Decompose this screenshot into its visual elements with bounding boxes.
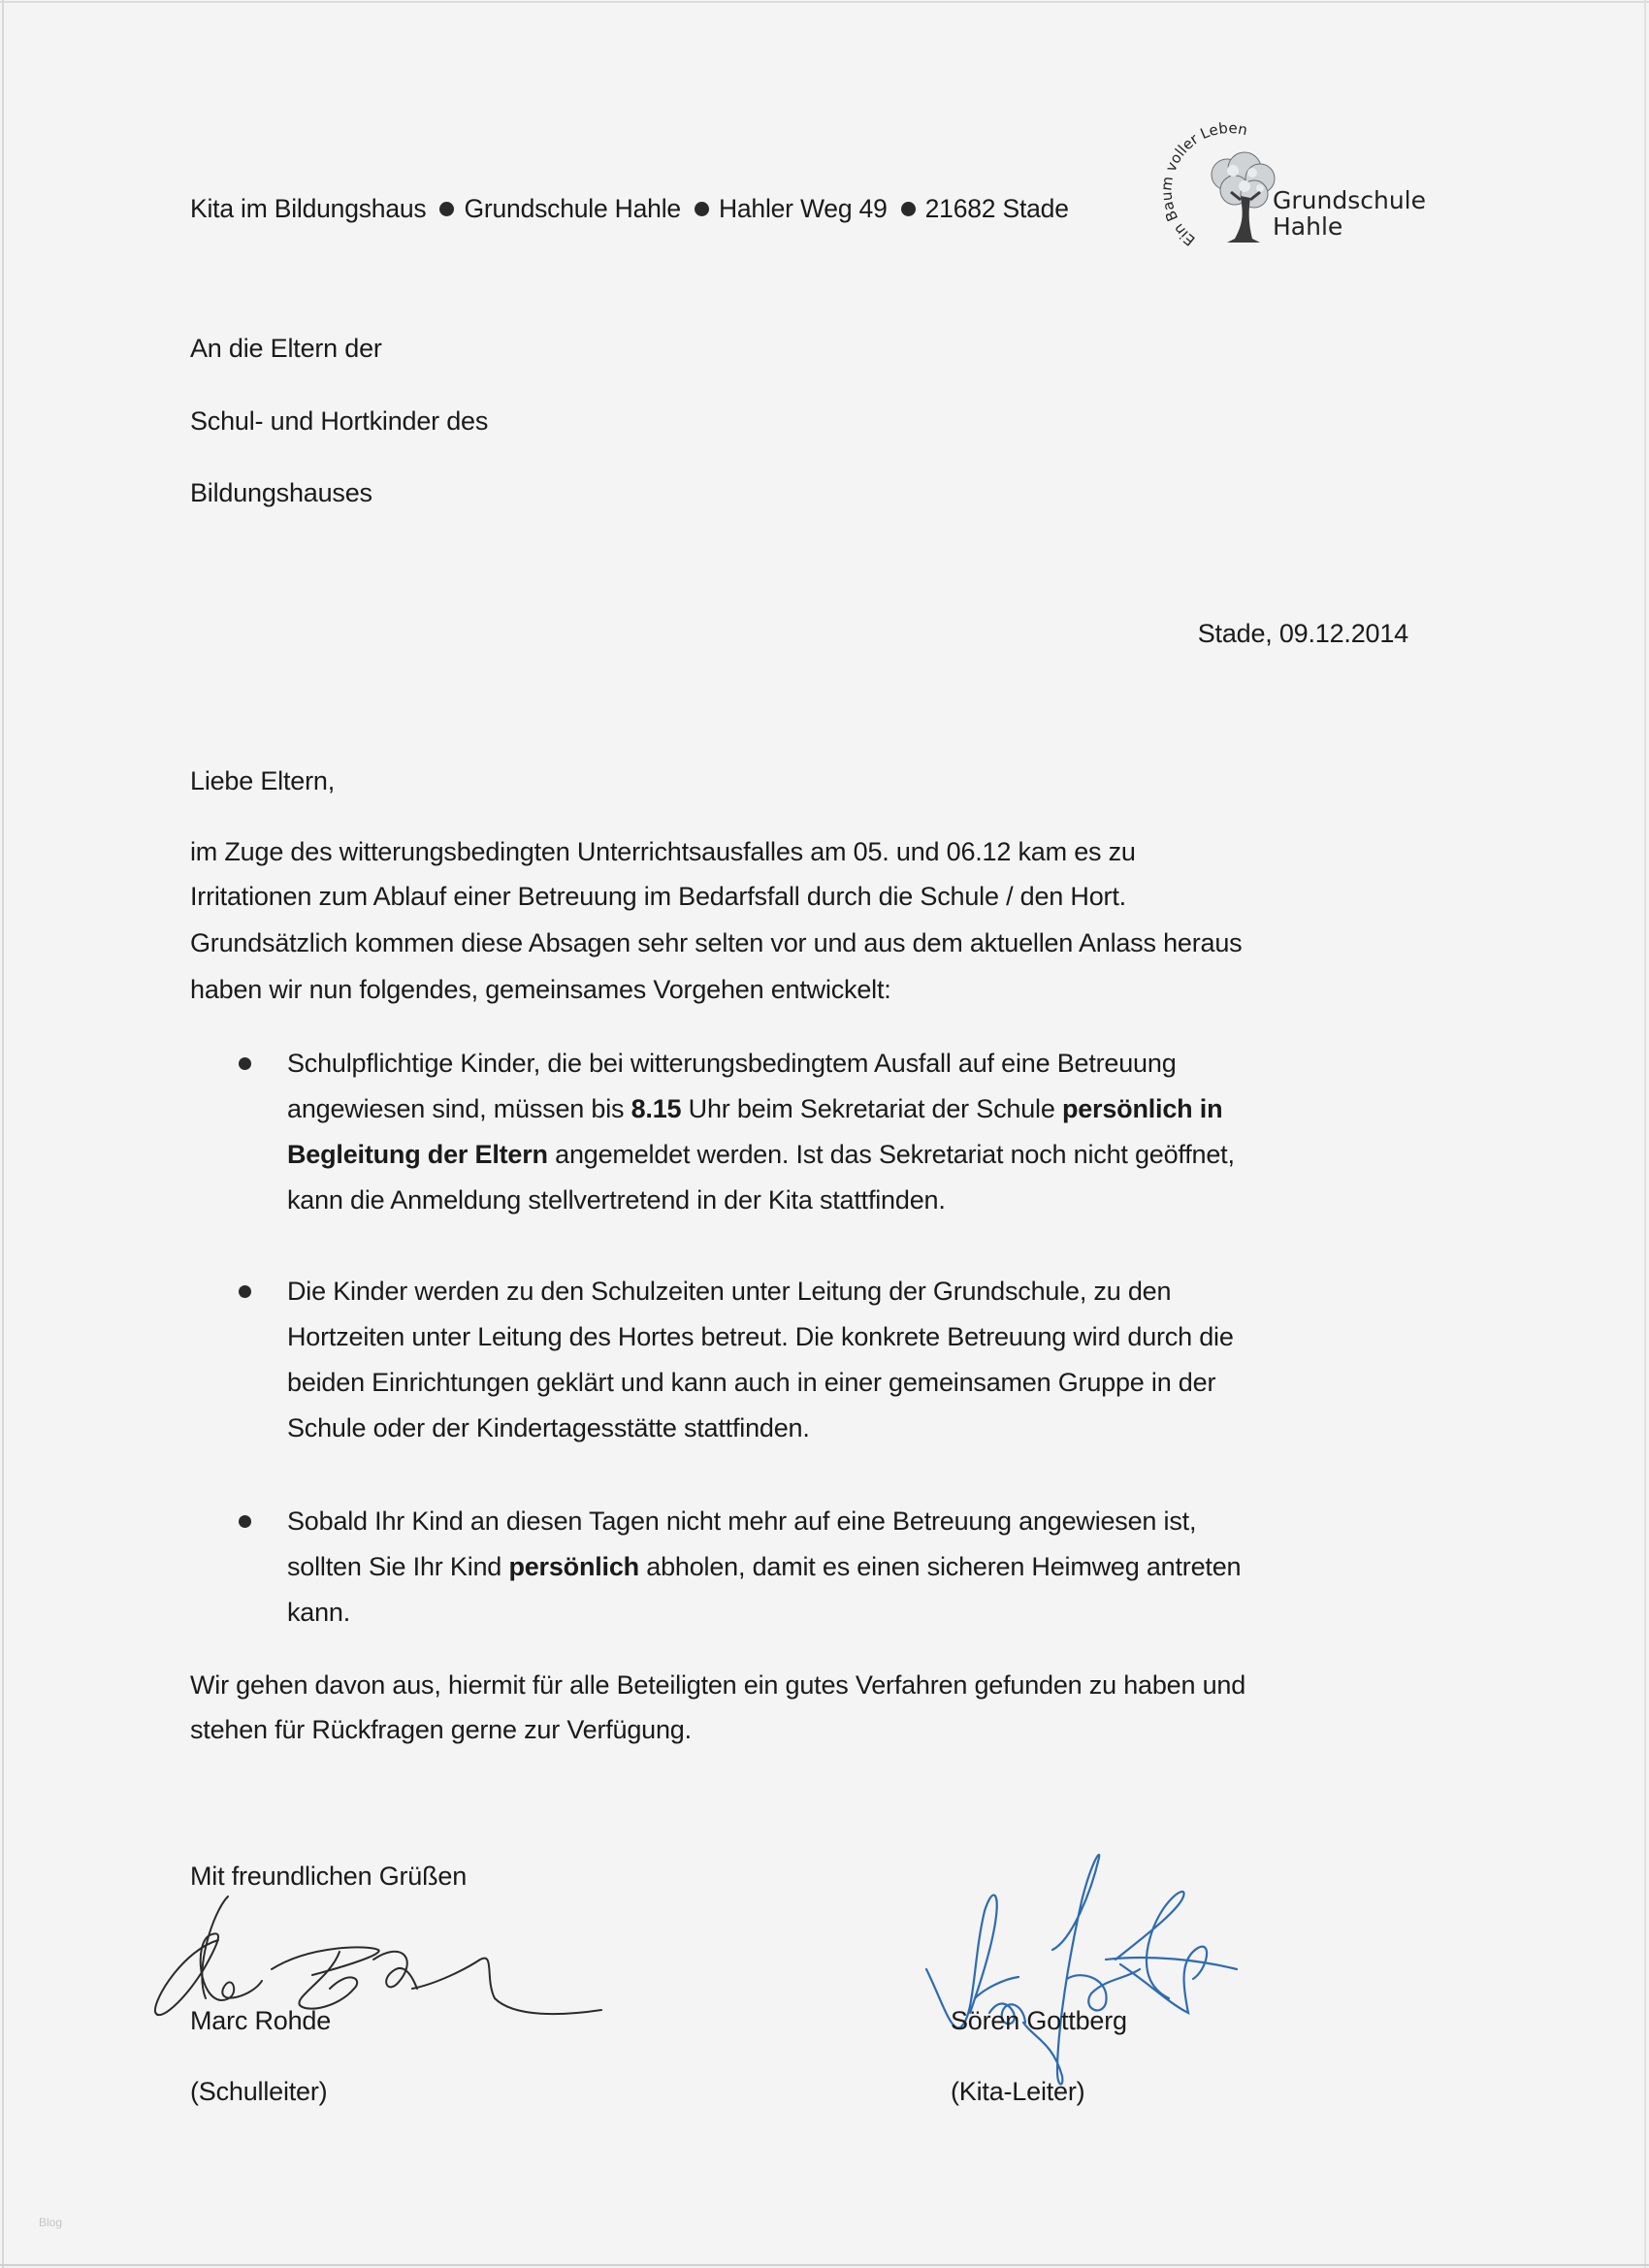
bullet-line — [287, 1411, 810, 1444]
signatory-role: (Schulleiter) — [190, 2077, 328, 2106]
intro-line: haben wir nun folgendes, gemeinsames Vorgehen entwickelt: — [190, 975, 891, 1004]
bullet-text: Die Kinder werden zu den Schulzeiten unter Leitung der Grundschule, zu den — [287, 1277, 1172, 1306]
salutation: Liebe Eltern, — [190, 766, 335, 795]
bullet-line — [287, 1138, 1235, 1171]
separator-dot-icon — [439, 202, 454, 216]
bullet-line — [287, 1366, 1215, 1399]
bullet-text: angewiesen sind, müssen bis — [287, 1094, 631, 1123]
bullet-text: sollten Sie Ihr Kind — [287, 1552, 509, 1581]
bullet-line — [287, 1183, 946, 1216]
scan-edge-top — [0, 1, 1649, 3]
letterhead-address — [190, 192, 1069, 225]
intro-line: Irritationen zum Ablauf einer Betreuung im Bedarfsfall durch die Schule / den Hort. — [190, 882, 1126, 911]
recipient-line: An die Eltern der — [190, 334, 382, 363]
separator-dot-icon — [695, 202, 709, 216]
letterhead-kita: Kita im Bildungshaus — [190, 194, 427, 223]
letterhead-school: Grundschule Hahle — [464, 194, 681, 223]
bullet-text: abholen, damit es einen sicheren Heimweg antreten — [638, 1552, 1242, 1581]
bold-emphasis: persönlich — [508, 1552, 639, 1581]
signatory-role: (Kita-Leiter) — [951, 2077, 1085, 2106]
scan-edge-right — [1644, 0, 1646, 2268]
bold-emphasis: persönlich in — [1061, 1094, 1223, 1123]
signatory-name: Sören Gottberg — [951, 2006, 1127, 2035]
recipient-line: Schul- und Hortkinder des — [190, 406, 489, 436]
bullet-text: Schule oder der Kindertagesstätte stattfinden. — [287, 1413, 810, 1442]
letterhead-street: Hahler Weg 49 — [718, 194, 888, 223]
separator-dot-icon — [901, 202, 916, 216]
bullet-line — [287, 1320, 1234, 1353]
closing-line: stehen für Rückfragen gerne zur Verfügung. — [190, 1715, 692, 1744]
logo-name-line1: Grundschule — [1273, 186, 1426, 214]
recipient-line: Bildungshauses — [190, 478, 372, 507]
watermark: Blog — [39, 2216, 63, 2229]
bullet-text: angemeldet werden. Ist das Sekretariat noch nicht geöffnet, — [547, 1140, 1235, 1169]
scan-edge-left — [2, 0, 4, 2268]
bullet-line — [287, 1505, 1196, 1538]
intro-line: Grundsätzlich kommen diese Absagen sehr selten vor und aus dem aktuellen Anlass heraus — [190, 928, 1243, 957]
logo-name-line2: Hahle — [1273, 212, 1343, 241]
bold-emphasis: Begleitung der Eltern — [287, 1140, 548, 1169]
closing-line: Wir gehen davon aus, hiermit für alle Beteiligten ein gutes Verfahren gefunden zu haben und — [190, 1670, 1246, 1700]
bullet-line — [287, 1092, 1222, 1125]
letterhead-city: 21682 Stade — [924, 194, 1069, 223]
signature-soeren-gottberg — [917, 1833, 1246, 2086]
letter-date: Stade, 09.12.2014 — [1197, 619, 1408, 648]
scan-edge-bottom — [0, 2264, 1649, 2266]
logo-school-name — [1273, 187, 1426, 240]
bullet-text: Sobald Ihr Kind an diesen Tagen nicht mehr auf eine Betreuung angewiesen ist, — [287, 1507, 1197, 1536]
bullet-text: kann. — [287, 1598, 351, 1627]
signatory-name: Marc Rohde — [190, 2006, 332, 2035]
bullet-text: Schulpflichtige Kinder, die bei witterungsbedingtem Ausfall auf eine Betreuung — [287, 1049, 1177, 1078]
bold-emphasis: 8.15 — [630, 1094, 682, 1123]
bullet-text: kann die Anmeldung stellvertretend in der Kita stattfinden. — [287, 1185, 946, 1215]
intro-line: im Zuge des witterungsbedingten Unterrichtsausfalles am 05. und 06.12 kam es zu — [190, 837, 1136, 866]
bullet-line — [287, 1596, 350, 1629]
bullet-icon — [239, 1285, 251, 1298]
bullet-text: Hortzeiten unter Leitung des Hortes betreut. Die konkrete Betreuung wird durch die — [287, 1322, 1234, 1351]
bullet-text: Uhr beim Sekretariat der Schule — [681, 1094, 1062, 1123]
bullet-line — [287, 1550, 1241, 1583]
bullet-line — [287, 1275, 1171, 1308]
bullet-icon — [239, 1515, 251, 1528]
bullet-text: beiden Einrichtungen geklärt und kann auch in einer gemeinsamen Gruppe in der — [287, 1368, 1216, 1397]
greeting: Mit freundlichen Grüßen — [190, 1862, 468, 1891]
bullet-icon — [239, 1057, 251, 1070]
logo-motto: Ein Baum voller Leben — [1159, 118, 1249, 250]
bullet-line — [287, 1047, 1177, 1080]
